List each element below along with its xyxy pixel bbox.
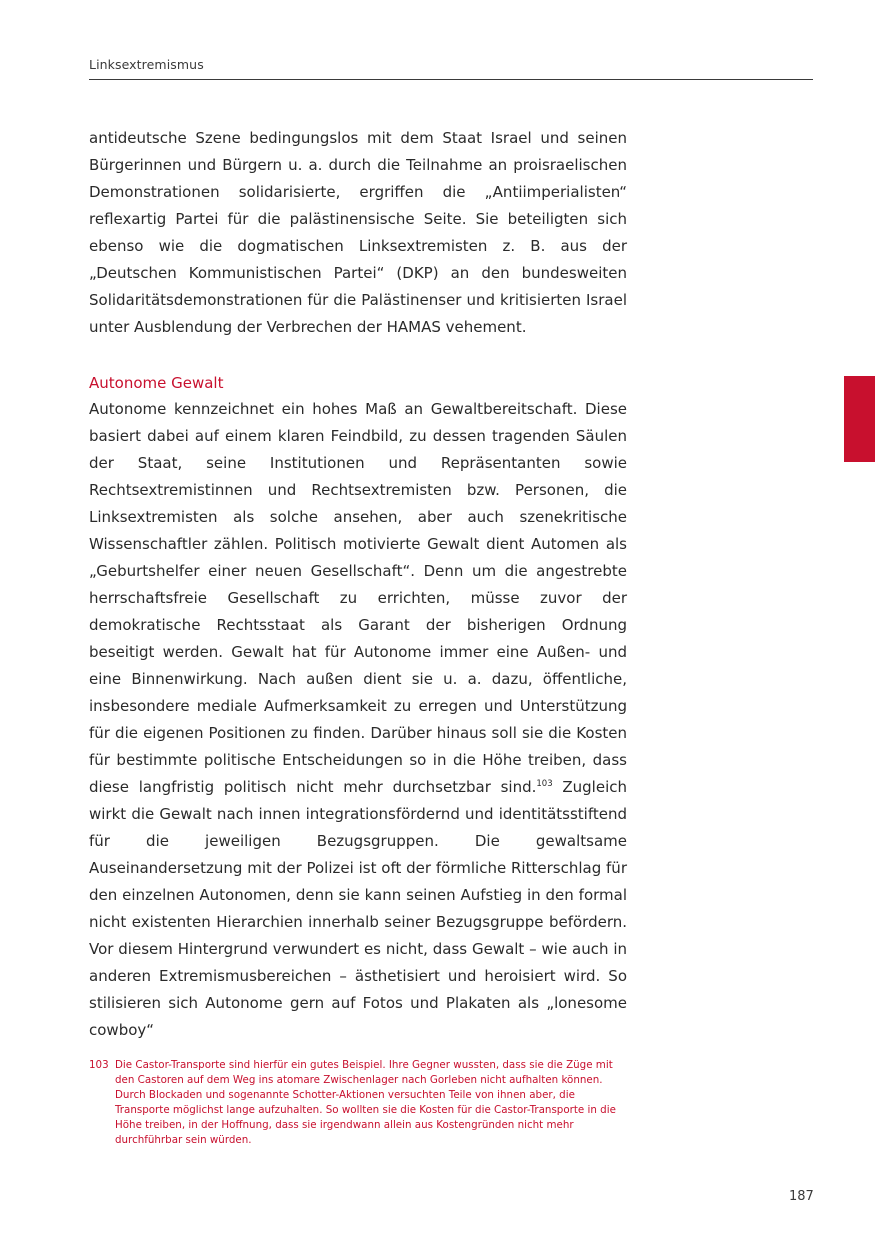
section-heading: Autonome Gewalt — [89, 374, 224, 392]
footnote-text: Die Castor-Transporte sind hierfür ein gutes Beispiel. Ihre Gegner wussten, dass sie die Züge mit den Castoren auf dem Weg ins atomare Zwischenlager nach Gorleben nicht aufhalten können. Durch Blockaden und sogenannte Schotter-Aktionen versuchten Teile von ihnen aber, die Transporte möglichst lange aufzuhalten. So wollten sie die Kosten für die Castor-Transporte in die Höhe treiben, in der Hoffnung, dass sie irgendwann allein aus Kostengründen nicht mehr durchführbar sein würden. — [115, 1059, 616, 1146]
paragraph-2-text-part-2: Zugleich wirkt die Gewalt nach innen integrationsfördernd und identitätsstiftend für die jeweiligen Bezugsgruppen. Die gewaltsame Auseinandersetzung mit der Polizei ist oft der förmliche Ritterschlag für den einzelnen Autonomen, denn sie kann seinen Aufstieg in den formal nicht existenten Hierarchien innerhalb seiner Bezugsgruppe befördern. Vor diesem Hintergrund verwundert es nicht, dass Gewalt – wie auch in anderen Extremismusbereichen – ästhetisiert und heroisiert wird. So stilisieren sich Autonome gern auf Fotos und Plakaten als „lonesome cowboy“ — [89, 778, 627, 1039]
body-paragraph-2 — [89, 396, 627, 1044]
page-number: 187 — [789, 1189, 814, 1204]
body-paragraph-1: antideutsche Szene bedingungslos mit dem Staat Israel und seinen Bürgerinnen und Bürgern u. a. durch die Teilnahme an proisraelischen Demonstrationen solidarisierte, ergriffen die „Antiimperialisten“ reflexartig Partei für die palästinensische Seite. Sie beteiligten sich ebenso wie die dogmatischen Linksextremisten z. B. aus der „Deutschen Kommunistischen Partei“ (DKP) an den bundesweiten Solidaritätsdemonstrationen für die Palästinenser und kritisierten Israel unter Ausblendung der Verbrechen der HAMAS vehement. — [89, 129, 627, 336]
header-divider — [89, 79, 813, 80]
paragraph-2-text-part-1: Autonome kennzeichnet ein hohes Maß an Gewaltbereitschaft. Diese basiert dabei auf einem klaren Feindbild, zu dessen tragenden Säulen der Staat, seine Institutionen und Repräsentanten sowie Rechtsextremistinnen und Rechtsextremisten bzw. Personen, die Linksextremisten als solche ansehen, aber auch szenekritische Wissenschaftler zählen. Politisch motivierte Gewalt dient Automen als „Geburtshelfer einer neuen Gesellschaft“. Denn um die angestrebte herrschaftsfreie Gesellschaft zu errichten, müsse zuvor der demokratische Rechtsstaat als Garant der bisherigen Ordnung beseitigt werden. Gewalt hat für Autonome immer eine Außen- und eine Binnenwirkung. Nach außen dient sie u. a. dazu, öffentliche, insbesondere mediale Aufmerksamkeit zu erregen und Unterstützung für die eigenen Positionen zu finden. Darüber hinaus soll sie die Kosten für bestimmte politische Entscheidungen so in die Höhe treiben, dass diese langfristig politisch nicht mehr durchsetzbar sind. — [89, 400, 627, 796]
running-header-title: Linksextremismus — [89, 57, 204, 72]
footnote-number: 103 — [89, 1059, 109, 1071]
chapter-tab-marker — [844, 376, 875, 462]
footnote — [89, 1058, 627, 1148]
footnote-reference[interactable]: 103 — [536, 779, 553, 789]
